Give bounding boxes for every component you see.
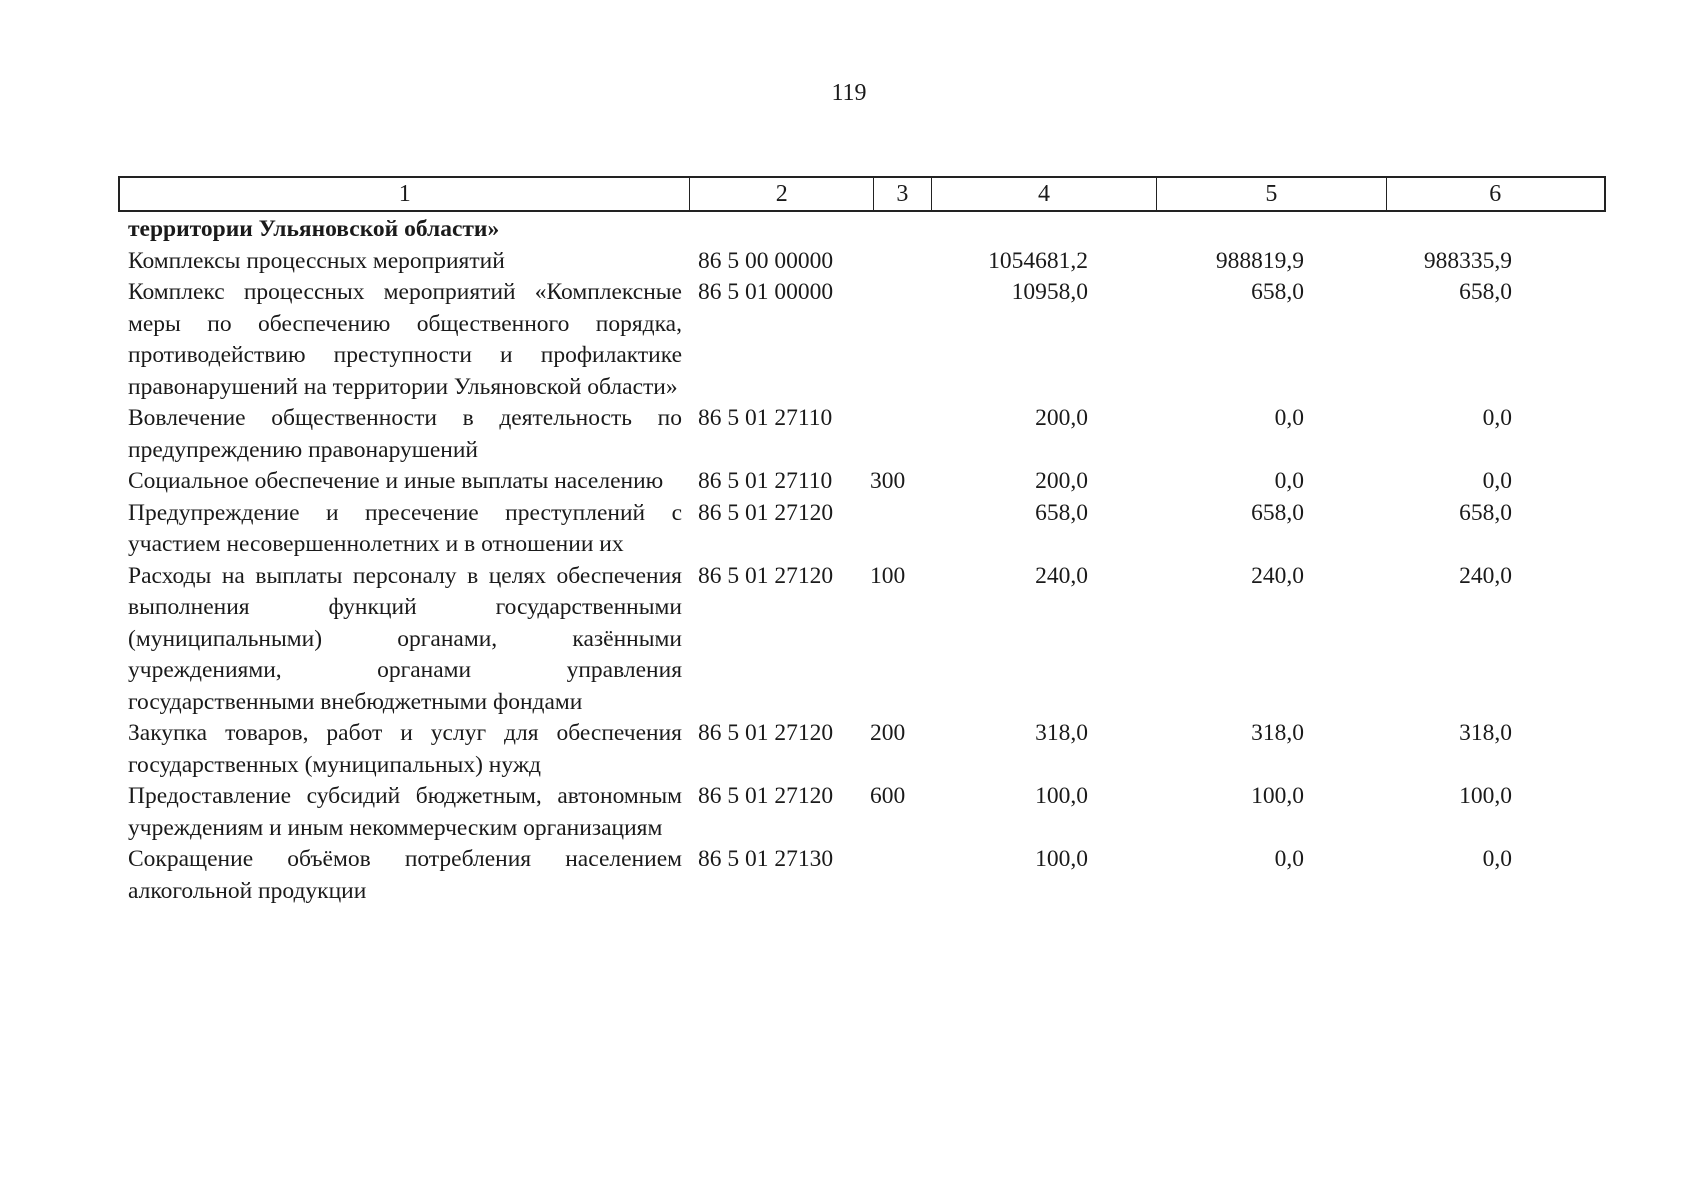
continuation-text: территории Ульяновской области» <box>128 216 500 242</box>
row-name: Расходы на выплаты персоналу в целях обеспечения выполнения функций государственными (муниципальными) органами, казёнными учреждениями, органами управления государственными внебюджетными фондами <box>128 562 682 715</box>
row-name: Социальное обеспечение и иные выплаты населению <box>128 468 664 494</box>
row-value-col-6: 658,0 <box>1459 279 1512 305</box>
row-expense-type: 100 <box>870 562 906 589</box>
table-row <box>128 498 1598 561</box>
header-col-2: 2 <box>690 178 874 210</box>
header-col-6: 6 <box>1489 181 1502 207</box>
row-value-col-4: 1054681,2 <box>988 247 1088 274</box>
table-row <box>128 277 1598 403</box>
row-value-col-6: 100,0 <box>1459 783 1512 809</box>
row-name: Вовлечение общественности в деятельность по предупреждению правонарушений <box>128 405 682 463</box>
header-col-1: 1 <box>120 178 690 210</box>
row-value-col-4: 240,0 <box>1035 562 1088 589</box>
row-name: Сокращение объёмов потребления населением алкогольной продукции <box>128 846 682 904</box>
row-value-col-4: 200,0 <box>1035 468 1088 494</box>
row-value-col-6: 318,0 <box>1459 720 1512 746</box>
row-value-col-4: 100,0 <box>1035 846 1088 872</box>
table-row <box>128 781 1598 844</box>
row-expense-type: 200 <box>870 720 906 746</box>
row-value-col-6: 658,0 <box>1459 499 1512 526</box>
row-value-col-5: 658,0 <box>1251 279 1304 305</box>
table-row <box>128 466 1598 498</box>
row-code: 86 5 01 27120 <box>698 720 834 746</box>
row-expense-type: 300 <box>870 468 906 494</box>
row-value-col-5: 988819,9 <box>1215 247 1304 274</box>
row-code: 86 5 01 27110 <box>698 468 833 494</box>
table-body <box>128 214 1598 907</box>
row-value-col-5: 0,0 <box>1274 846 1304 872</box>
row-expense-type: 600 <box>870 783 906 809</box>
row-value-col-5: 240,0 <box>1251 562 1304 589</box>
row-code: 86 5 01 27120 <box>698 783 834 809</box>
header-col-4: 4 <box>932 178 1157 210</box>
table-row <box>128 246 1598 278</box>
row-value-col-6: 0,0 <box>1482 405 1512 431</box>
row-value-col-5: 658,0 <box>1251 499 1304 526</box>
row-name: Закупка товаров, работ и услуг для обеспечения государственных (муниципальных) нужд <box>128 720 682 778</box>
row-value-col-4: 200,0 <box>1035 405 1088 431</box>
table-header <box>118 176 1606 212</box>
table-row <box>128 844 1598 907</box>
row-code: 86 5 01 00000 <box>698 279 834 305</box>
row-value-col-4: 318,0 <box>1035 720 1088 746</box>
row-value-col-5: 0,0 <box>1274 468 1304 494</box>
table-rows <box>128 246 1598 908</box>
row-value-col-6: 0,0 <box>1482 468 1512 494</box>
row-code: 86 5 01 27120 <box>698 562 834 589</box>
row-value-col-6: 988335,9 <box>1423 247 1512 274</box>
page-number: 119 <box>831 80 867 106</box>
row-value-col-5: 318,0 <box>1251 720 1304 746</box>
row-name: Комплекс процессных мероприятий «Комплексные меры по обеспечению общественного порядка, противодействию преступности и профилактике правонарушений на территории Ульяновской области» <box>128 279 682 400</box>
table-row <box>128 561 1598 719</box>
row-code: 86 5 00 00000 <box>698 247 834 274</box>
table-row <box>128 718 1598 781</box>
continuation-row <box>128 214 1598 246</box>
row-value-col-4: 10958,0 <box>1011 279 1088 305</box>
row-value-col-5: 0,0 <box>1274 405 1304 431</box>
table-row <box>128 403 1598 466</box>
row-code: 86 5 01 27120 <box>698 499 834 526</box>
row-name: Предупреждение и пресечение преступлений с участием несовершеннолетних и в отношении их <box>128 499 682 557</box>
row-code: 86 5 01 27130 <box>698 846 834 872</box>
row-code: 86 5 01 27110 <box>698 405 833 431</box>
row-value-col-5: 100,0 <box>1251 783 1304 809</box>
header-col-3: 3 <box>874 178 932 210</box>
row-name: Комплексы процессных мероприятий <box>128 247 505 274</box>
header-col-5: 5 <box>1157 178 1386 210</box>
row-value-col-4: 658,0 <box>1035 499 1088 526</box>
row-value-col-4: 100,0 <box>1035 783 1088 809</box>
row-value-col-6: 240,0 <box>1459 562 1512 589</box>
row-value-col-6: 0,0 <box>1482 846 1512 872</box>
row-name: Предоставление субсидий бюджетным, автономным учреждениям и иным некоммерческим организациям <box>128 783 682 841</box>
